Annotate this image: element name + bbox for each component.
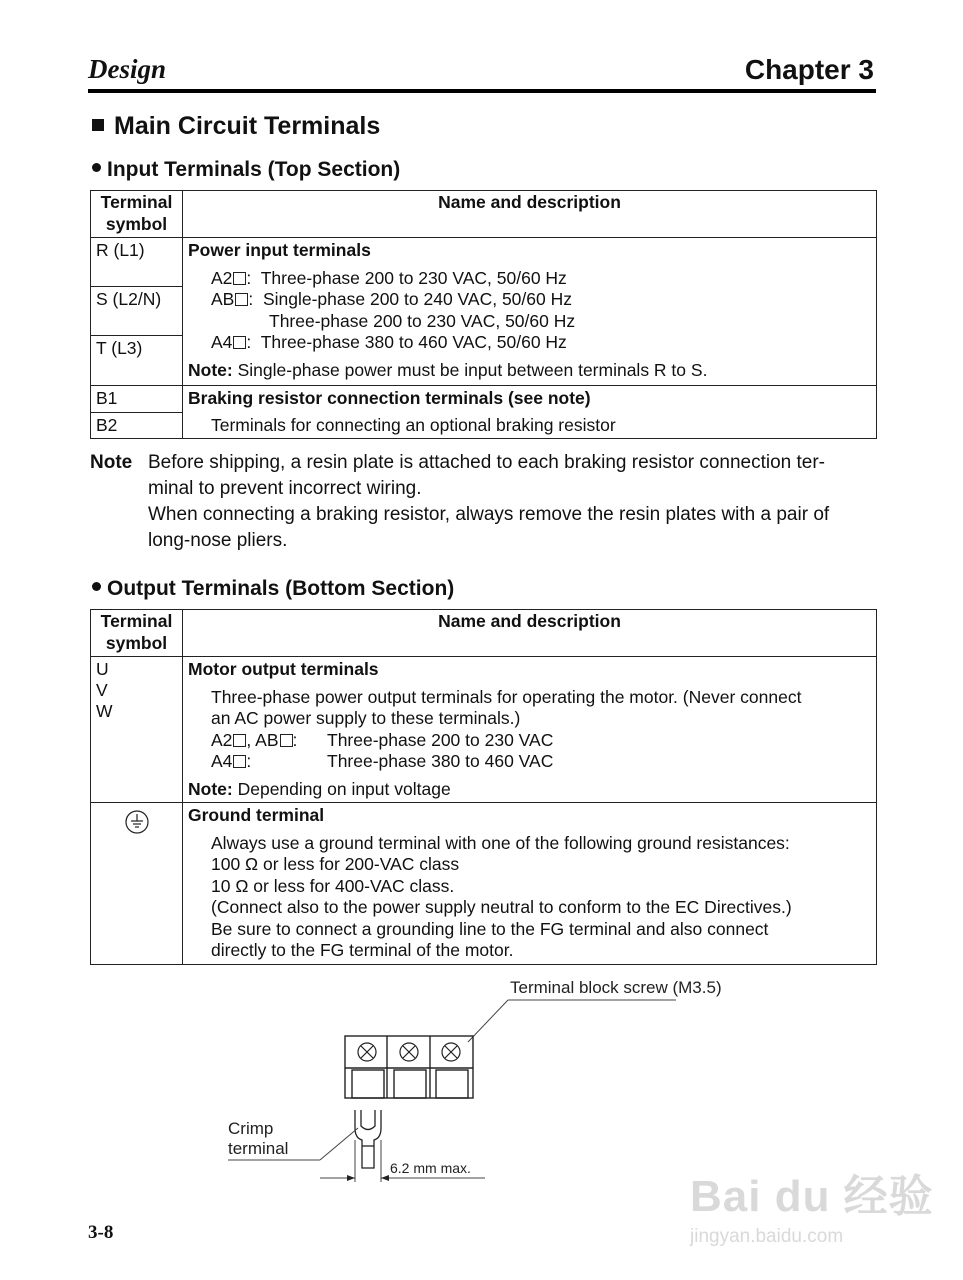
terminal-r: R (L1) [91,238,183,287]
ground-line: directly to the FG terminal of the motor. [211,940,514,960]
ground-line: (Connect also to the power supply neutral to conform to the EC Directives.) [211,897,792,917]
ground-line: Be sure to connect a grounding line to the FG terminal and also connect [211,918,769,939]
output-heading-text: Output Terminals (Bottom Section) [107,577,455,600]
input-terminals-table [90,190,877,439]
motor-note-text: Depending on input voltage [237,778,451,799]
terminal-b2: B2 [91,412,183,439]
crimp-leader-line [320,1128,358,1160]
motor-output-cell [183,657,877,803]
model-a2: A2 [211,729,233,750]
model-a4: A4 [211,751,233,771]
terminal-ground [91,803,183,965]
spec-a4 [188,751,871,773]
col-terminal-symbol: Terminal symbol [91,191,183,238]
ground-title: Ground terminal [188,805,325,825]
square-bullet-icon [92,119,104,131]
spec-a4-text: Three-phase 380 to 460 VAC, 50/60 Hz [260,332,567,352]
placeholder-box-icon [233,336,246,349]
dimension-label: 6.2 mm max. [390,1160,471,1176]
dim-arrow-icon [381,1175,389,1181]
spec-a2-ab-text: Three-phase 200 to 230 VAC [327,729,554,750]
note-line: minal to prevent incorrect wiring. [148,478,422,499]
shipping-note [90,450,880,554]
ground-cell [183,803,877,965]
spec-ab: AB : Single-phase 200 to 240 VAC, 50/60 Hz [211,289,572,309]
screw-icon [400,1043,418,1061]
table-header-row [91,610,877,657]
braking-cell [183,386,877,439]
terminal-uvw [91,657,183,803]
power-input-cell [183,238,877,386]
motor-text-2: an AC power supply to these terminals.) [211,708,521,728]
page-number: 3-8 [88,1222,114,1243]
section-title-text: Main Circuit Terminals [114,112,381,140]
colon: : [292,729,298,750]
spec-ab-text1: Single-phase 200 to 240 VAC, 50/60 Hz [262,289,572,309]
screw-label: Terminal block screw (M3.5) [510,978,722,997]
col-terminal-symbol: Terminal symbol [91,610,183,657]
crimp-terminal-icon [355,1110,381,1168]
note-line: When connecting a braking resistor, always remove the resin plates with a pair of [148,504,830,525]
output-terminals-table [90,609,877,965]
terminal-u: U [96,659,109,679]
header-chapter: Chapter 3 [744,54,874,85]
colon: : [246,751,252,771]
section-title [92,112,380,141]
power-input-title: Power input terminals [188,240,371,260]
round-bullet-icon [92,582,101,591]
col-name-description: Name and description [183,191,877,238]
output-terminals-heading [92,577,454,601]
motor-output-title: Motor output terminals [188,659,379,679]
note-line: long-nose pliers. [148,530,288,551]
crimp-label-1: Crimp [228,1119,274,1138]
spec-a2-ab [188,730,871,752]
watermark-url: jingyan.baidu.com [690,1226,844,1247]
power-note-text: Single-phase power must be input between terminals R to S. [237,359,708,380]
screw-leader-line [468,1000,508,1042]
model-a2: A2 [211,267,233,288]
dim-arrow-icon [347,1175,355,1181]
spec-a4: A4 : Three-phase 380 to 460 VAC, 50/60 Hz [211,332,567,352]
screw-icon [358,1043,376,1061]
placeholder-box-icon [280,734,293,747]
placeholder-box-icon [233,734,246,747]
input-terminals-heading [92,158,400,182]
placeholder-box-icon [235,293,248,306]
model-a4: A4 [211,332,233,352]
header-rule [88,89,876,93]
spec-ab-line2: Three-phase 200 to 230 VAC, 50/60 Hz [269,310,576,331]
screw-icon [442,1043,460,1061]
spec-a2-text: Three-phase 200 to 230 VAC, 50/60 Hz [260,267,567,288]
watermark [690,1160,934,1248]
table-row [91,803,877,965]
round-bullet-icon [92,163,101,172]
terminal-b1: B1 [91,386,183,413]
spec-a2: A2 : Three-phase 200 to 230 VAC, 50/60 Hz [211,267,567,288]
col-name-description: Name and description [183,610,877,657]
table-row [91,238,877,287]
watermark-brand: Bai du 经验 [690,1172,934,1221]
model-ab: AB [211,289,235,309]
table-row [91,657,877,803]
placeholder-box-icon [233,755,246,768]
motor-note-label: Note: [188,778,233,799]
braking-text: Terminals for connecting an optional braking resistor [211,414,616,435]
power-note-label: Note: [188,359,233,380]
header-section-name: Design [88,54,167,84]
terminal-w: W [96,701,113,721]
note-label: Note [90,452,133,473]
terminal-v: V [96,680,108,700]
terminal-s: S (L2/N) [91,287,183,336]
motor-note [188,779,871,801]
ground-line: 10 Ω or less for 400-VAC class. [211,875,455,896]
power-note [188,360,871,382]
table-header-row [91,191,877,238]
input-heading-text: Input Terminals (Top Section) [107,158,401,181]
table-row [91,386,877,413]
crimp-label-2: terminal [228,1139,289,1158]
ground-icon [124,809,150,835]
braking-title: Braking resistor connection terminals (see note) [188,388,591,408]
note-line: Before shipping, a resin plate is attached to each braking resistor connection ter- [148,452,825,473]
placeholder-box-icon [233,272,246,285]
model-ab: , AB [246,729,279,750]
spec-a4-text: Three-phase 380 to 460 VAC [327,751,554,771]
terminal-block [345,1036,473,1098]
terminal-t: T (L3) [91,336,183,386]
ground-line: Always use a ground terminal with one of the following ground resistances: [211,832,790,853]
ground-line: 100 Ω or less for 200-VAC class [211,854,460,874]
motor-text-1: Three-phase power output terminals for operating the motor. (Never connect [211,686,802,707]
